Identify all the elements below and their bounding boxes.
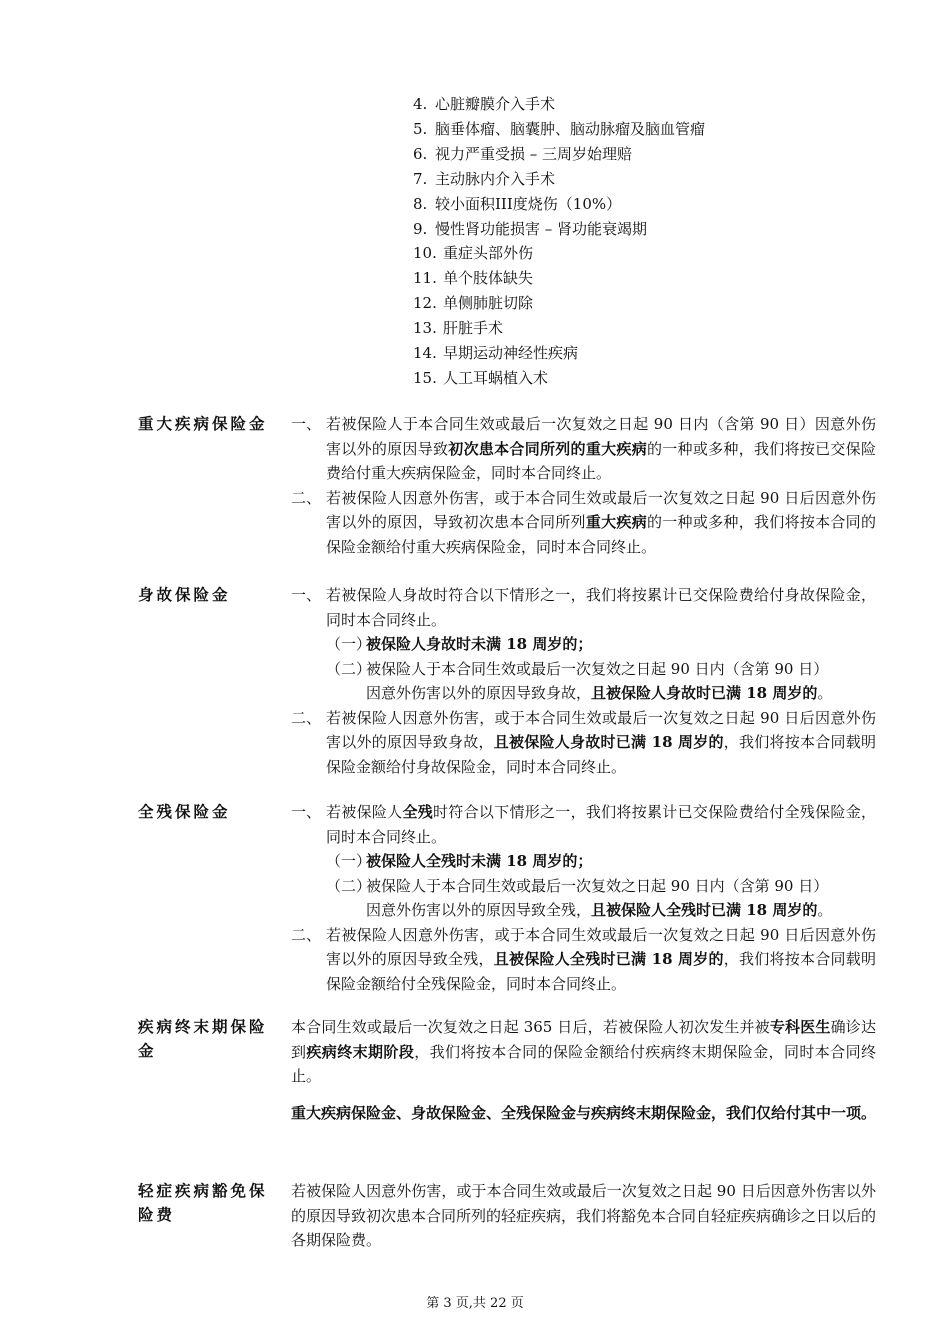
section-body [291,800,876,996]
section-heading: 身故保险金 [138,585,231,604]
sub-clause: （一） 被保险人身故时未满 18 周岁的； [326,635,593,653]
list-item: 12. 单侧肺脏切除 [413,294,534,313]
list-item: 8. 较小面积III度烧伤（10%） [413,194,622,213]
list-item: 14. 早期运动神经性疾病 [413,344,579,363]
section-heading: 全残保险金 [138,802,231,821]
list-item: 13. 肝脏手术 [413,319,504,338]
list-item: 4. 心脏瓣膜介入手术 [413,95,556,113]
sub-clause: （一） 被保险人全残时未满 18 周岁的； [326,852,593,870]
section-body [291,1015,876,1125]
terminal-paragraph: 本合同生效或最后一次复效之日起 365 日后，若被保险人初次发生并被专科医生确诊达到疾病终末期阶段，我们将按本合同的保险金额给付疾病终末期保险金，同时本合同终止。 [291,1018,876,1085]
minor-illness-list [413,92,705,391]
section-body [291,583,876,779]
page-number: 第 3 页,共 22 页 [426,1296,524,1311]
list-item: 9. 慢性肾功能损害 – 肾功能衰竭期 [413,219,648,238]
list-item: 7. 主动脉内介入手术 [413,169,556,188]
clause-item: 二、 若被保险人因意外伤害，或于本合同生效或最后一次复效之日起 90 日后因意外伤害以外的原因导致身故，且被保险人身故时已满 18 周岁的，我们将按本合同载明保险金额给付身故保险金，同时本合同终止。 [291,708,876,776]
section-heading: 疾病终末期保险金 [138,1017,268,1060]
clause-item: 一、 若被保险人于本合同生效或最后一次复效之日起 90 日内（含第 90 日）因意外伤害以外的原因导致初次患本合同所列的重大疾病的一种或多种，我们将按已交保险费给付重大疾病保险金，同时本合同终止。 [291,415,876,482]
section-heading: 重大疾病保险金 [138,414,268,433]
single-benefit-note: 重大疾病保险金、身故保险金、全残保险金与疾病终末期保险金，我们仅给付其中一项。 [291,1103,877,1122]
sub-clause-continued: 因意外伤害以外的原因导致全残，且被保险人全残时已满 18 周岁的。 [366,901,833,919]
waiver-paragraph: 若被保险人因意外伤害，或于本合同生效或最后一次复效之日起 90 日后因意外伤害以外的原因导致初次患本合同所列的轻症疾病，我们将豁免本合同自轻症疾病确诊之日以后的各期保险费。 [291,1182,877,1249]
clause-item: 二、 若被保险人因意外伤害，或于本合同生效或最后一次复效之日起 90 日后因意外伤害以外的原因导致全残，且被保险人全残时已满 18 周岁的，我们将按本合同载明保险金额给付全残保险金，同时本合同终止。 [291,925,876,993]
clause-item: 二、 若被保险人因意外伤害，或于本合同生效或最后一次复效之日起 90 日后因意外伤害以外的原因，导致初次患本合同所列重大疾病的一种或多种，我们将按本合同的保险金额给付重大疾病保险金，同时本合同终止。 [291,488,876,556]
list-item: 11. 单个肢体缺失 [413,269,534,288]
list-item: 15. 人工耳蜗植入术 [413,368,549,387]
sub-clause: （二） 被保险人于本合同生效或最后一次复效之日起 90 日内（含第 90 日） [326,876,829,895]
list-item: 5. 脑垂体瘤、脑囊肿、脑动脉瘤及脑血管瘤 [413,119,706,138]
list-item: 10. 重症头部外伤 [413,244,534,263]
clause-item: 一、 若被保险人全残时符合以下情形之一，我们将按累计已交保险费给付全残保险金，同时本合同终止。 [291,803,876,846]
clause-item: 一、 若被保险人身故时符合以下情形之一，我们将按累计已交保险费给付身故保险金，同时本合同终止。 [291,586,876,629]
sub-clause-continued: 因意外伤害以外的原因导致身故，且被保险人身故时已满 18 周岁的。 [366,684,833,702]
sub-clause: （二） 被保险人于本合同生效或最后一次复效之日起 90 日内（含第 90 日） [326,659,829,678]
section-body [291,412,876,559]
section-body [291,1179,876,1253]
section-heading: 轻症疾病豁免保险费 [138,1181,268,1224]
list-item: 6. 视力严重受损 – 三周岁始理赔 [413,144,633,163]
